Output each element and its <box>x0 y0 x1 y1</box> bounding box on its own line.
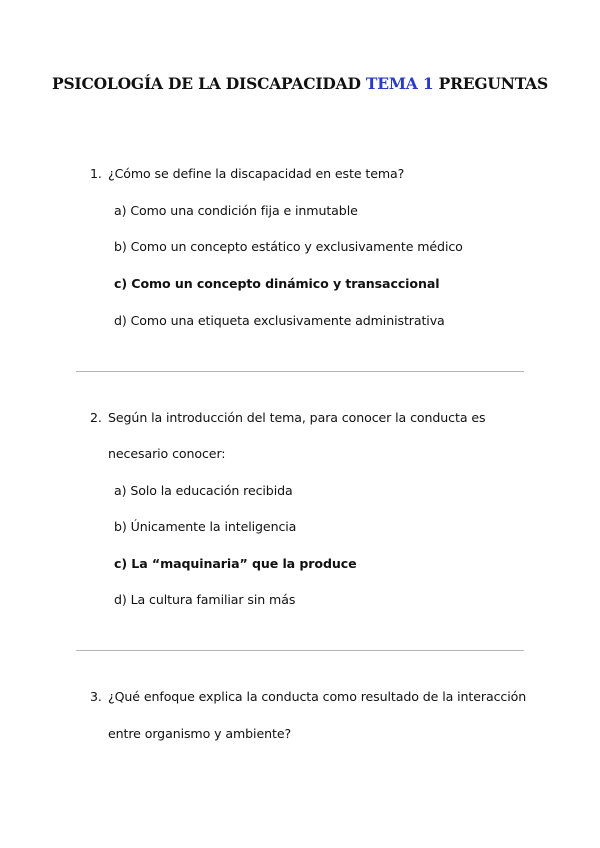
q1-option-c-correct: c) Como un concepto dinámico y transaccional <box>114 276 440 291</box>
question-3 <box>90 689 526 704</box>
q1-option-d: d) Como una etiqueta exclusivamente administrativa <box>114 313 445 328</box>
title-label: PREGUNTAS <box>438 74 549 93</box>
question-text: ¿Qué enfoque explica la conducta como resultado de la interacción <box>108 689 527 704</box>
question-number: 1. <box>90 166 102 181</box>
question-2-continuation: necesario conocer: <box>108 446 226 461</box>
q1-option-b: b) Como un concepto estático y exclusivamente médico <box>114 239 463 254</box>
title-topic: TEMA 1 <box>365 74 434 93</box>
divider <box>76 371 524 372</box>
question-1 <box>90 166 404 181</box>
q2-option-d: d) La cultura familiar sin más <box>114 592 296 607</box>
page-title <box>0 74 600 93</box>
divider <box>76 650 524 651</box>
q1-option-a: a) Como una condición fija e inmutable <box>114 203 358 218</box>
q2-option-c-correct: c) La “maquinaria” que la produce <box>114 556 357 571</box>
question-text: ¿Cómo se define la discapacidad en este tema? <box>108 166 405 181</box>
question-number: 2. <box>90 410 102 425</box>
question-text: Según la introducción del tema, para conocer la conducta es <box>108 410 486 425</box>
title-subject: PSICOLOGÍA DE LA DISCAPACIDAD <box>51 74 361 93</box>
q2-option-b: b) Únicamente la inteligencia <box>114 519 297 534</box>
q2-option-a: a) Solo la educación recibida <box>114 483 293 498</box>
question-3-continuation: entre organismo y ambiente? <box>108 726 292 741</box>
question-2 <box>90 410 485 425</box>
question-number: 3. <box>90 689 102 704</box>
